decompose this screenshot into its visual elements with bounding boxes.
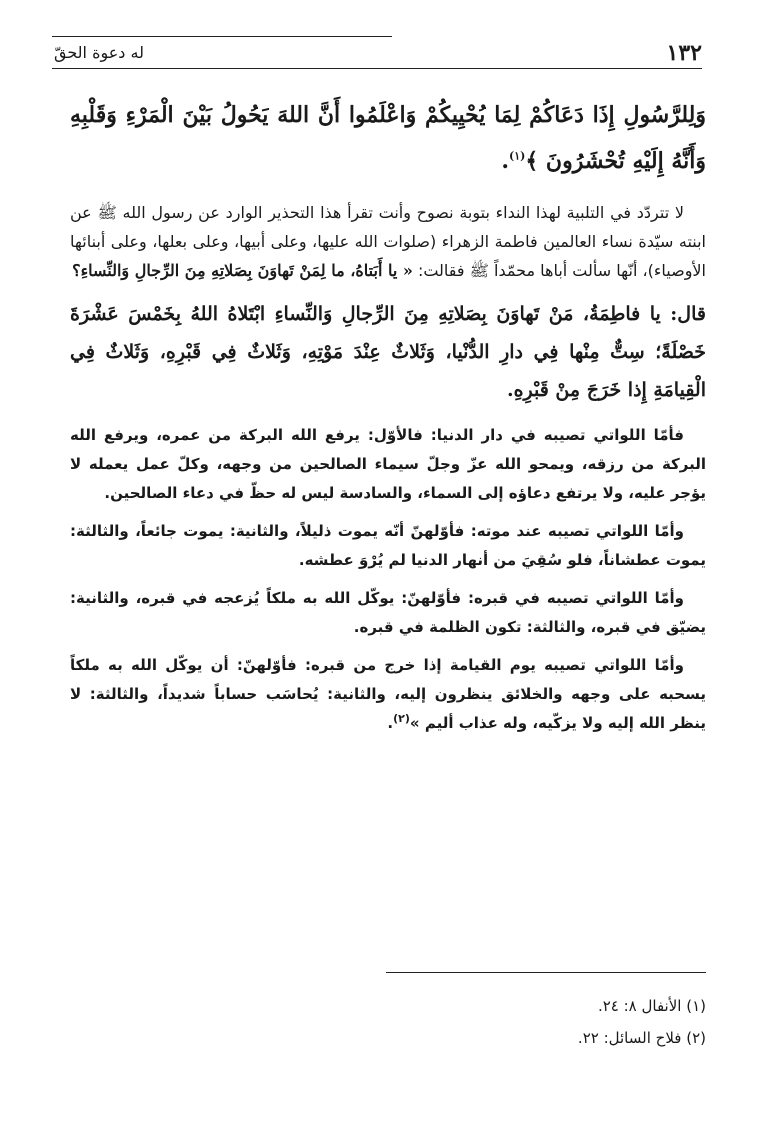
footnote-ref-1: (١): [509, 149, 526, 163]
last-detail-text: وأمّا اللواتي تصيبه يوم القيامة إذا خرج من قبره: فأوّلهنّ: أن يوكّل الله به ملكاً يسحبه على وجهه والخلائق ينظرون إليه، والثانية: يُحاسَب حساباً شديداً، والثالثة: لا ينظر الله إليه ولا يزكّيه، وله عذاب أليم »: [70, 656, 706, 732]
quran-verse: وَلِلرَّسُولِ إِذَا دَعَاكُمْ لِمَا يُحْيِيكُمْ وَاعْلَمُوا أَنَّ اللهَ يَحُولُ بَيْنَ الْمَرْءِ وَقَلْبِهِ وَأَنَّهُ إِلَيْهِ تُحْشَرُونَ ﴾$^{(١)}$.: [70, 102, 706, 174]
detail-paragraph: وأمّا اللواتي تصيبه في قبره: فأوّلهنّ: يوكّل الله به ملكاً يُزعجه في قبره، والثانية: يضيّق في قبره، والثالثة: تكون الظلمة في قبره.: [70, 589, 706, 636]
intro-text: لا تتردّد في التلبية لهذا النداء بتوبة نصوح وأنت تقرأ هذا التحذير الوارد عن رسول الله ﷺ عن ابنته سيّدة نساء العالمين فاطمة الزهراء (صلوات الله عليها، وعلى أبيها، وعلى بعلها، وعلى أبنائها الأوصياء)، أنّها سألت أباها محمّداً ﷺ فقالت:: [70, 203, 706, 280]
hadith-answer: قال: يا فاطِمَةُ، مَنْ تَهاوَنَ بِصَلاتِهِ مِنَ الرِّجالِ وَالنِّساءِ ابْتَلاهُ اللهُ بِخَمْسَ عَشْرَةَ خَصْلَةً؛ سِتٌّ مِنْها فِي دارِ الدُّنْيا، وَثَلاثٌ عِنْدَ مَوْتِهِ، وَثَلاثٌ فِي قَبْرِهِ، وَثَلاثٌ فِي الْقِيامَةِ إِذا خَرَجَ مِنْ قَبْرِهِ.: [70, 303, 706, 401]
detail-paragraph: وأمّا اللواتي تصيبه عند موته: فأوّلهنّ أنّه يموت ذليلاً، والثانية: يموت جائعاً، والثالثة: يموت عطشاناً، فلو سُقِيَ من أنهار الدنيا لم يُرْوَ عطشه.: [70, 522, 706, 569]
intro-paragraph: [70, 198, 706, 285]
page-header: [52, 36, 702, 69]
verse-text: وَلِلرَّسُولِ إِذَا دَعَاكُمْ لِمَا يُحْيِيكُمْ وَاعْلَمُوا أَنَّ اللهَ يَحُولُ بَيْنَ الْمَرْءِ وَقَلْبِهِ وَأَنَّهُ إِلَيْهِ تُحْشَرُونَ ﴾: [70, 102, 706, 174]
fatima-question: « يا أَبَتاهُ، ما لِمَنْ تَهاوَنَ بِصَلاتِهِ مِنَ الرِّجالِ وَالنِّساءِ؟: [72, 261, 413, 280]
page-body: [70, 92, 706, 747]
running-title: له دعوة الحقّ: [54, 43, 144, 62]
footnote-item: (٢) فلاح السائل: ٢٢.: [577, 1029, 706, 1047]
footnote-ref-2: (٢): [393, 712, 410, 725]
footnote-separator: [386, 972, 706, 973]
footnote-item: (١) الأنفال ٨: ٢٤.: [597, 997, 706, 1015]
detail-paragraph-last: وأمّا اللواتي تصيبه يوم القيامة إذا خرج من قبره: فأوّلهنّ: أن يوكّل الله به ملكاً يسحبه على وجهه والخلائق ينظرون إليه، والثانية: يُحاسَب حساباً شديداً، والثالثة: لا ينظر الله إليه ولا يزكّيه، وله عذاب أليم »$^{(٢)}$.: [70, 656, 706, 732]
footnotes: [70, 990, 706, 1054]
page-number: ١٣٢: [666, 40, 702, 66]
detail-paragraph: فأمّا اللواتي تصيبه في دار الدنيا: فالأوّل: يرفع الله البركة من عمره، ويرفع الله البركة من رزقه، ويمحو الله عزّ وجلّ سيماء الصالحين من وجهه، وكلّ عمل يعمله لا يؤجر عليه، ولا يرتفع دعاؤه إلى السماء، والسادسة ليس له حظّ في دعاء الصالحين.: [70, 426, 706, 502]
